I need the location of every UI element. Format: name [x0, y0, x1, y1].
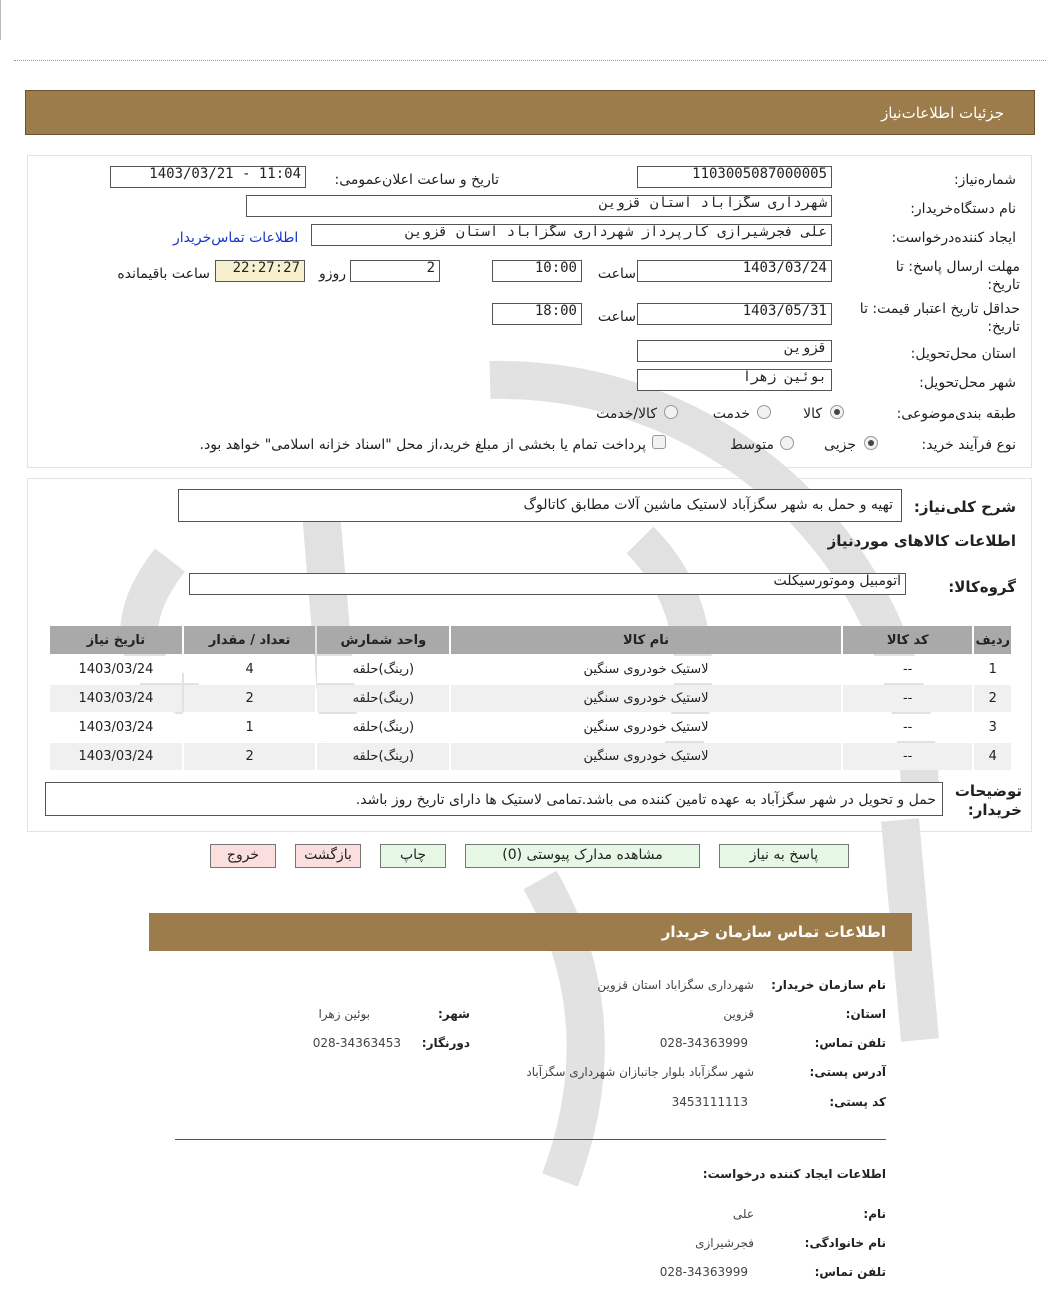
org-contact-title: اطلاعات تماس سازمان خریدار [661, 923, 886, 941]
col-code-header: کد کالا [843, 626, 973, 654]
item-code: -- [843, 656, 973, 683]
goods-group-label: گروه‌کالا: [948, 578, 1016, 596]
item-code: -- [843, 743, 973, 770]
item-need-date: 1403/03/24 [50, 743, 182, 770]
days-remaining-field: 2 [350, 260, 440, 282]
org-fax-value: 028-34363453 [312, 1036, 401, 1050]
category-goods-service-radio[interactable] [664, 405, 678, 419]
page-title: جزئیات اطلاعات‌نیاز [881, 104, 1004, 122]
left-edge-rule [0, 0, 1, 40]
item-name: لاستیک خودروی سنگین [451, 656, 841, 683]
creator-field: علی فجرشیرازی کارپرداز شهرداری سگزاباد استان قزوین [311, 224, 832, 246]
item-unit: (رینگ)حلقه [317, 656, 449, 683]
need-number-label: شماره‌نیاز: [953, 172, 1016, 188]
org-city-label: شهر: [438, 1007, 470, 1021]
deadline-time-label: ساعت [597, 266, 636, 282]
goods-table [48, 624, 1013, 772]
city-label: شهر محل‌تحویل: [919, 375, 1016, 391]
col-row-header: ردیف [974, 626, 1011, 654]
table-row [50, 714, 1011, 741]
province-label: استان محل‌تحویل: [910, 346, 1016, 362]
org-name-value: شهرداری سگزاباد استان قزوین [597, 978, 754, 992]
item-quantity: 1 [184, 714, 316, 741]
item-name: لاستیک خودروی سنگین [451, 714, 841, 741]
item-unit: (رینگ)حلقه [317, 685, 449, 712]
requester-title: اطلاعات ایجاد کننده درخواست: [702, 1167, 886, 1181]
validity-time-label: ساعت [597, 309, 636, 325]
goods-group-field: اتومبیل وموتورسیکلت [189, 573, 906, 595]
process-minor-label: جزیی [824, 437, 856, 453]
org-fax-label: دورنگار: [421, 1036, 470, 1050]
row-number: 4 [974, 743, 1011, 770]
announce-date-label: تاریخ و ساعت اعلان‌عمومی: [334, 172, 499, 188]
item-quantity: 4 [184, 656, 316, 683]
creator-label: ایجاد کننده‌درخواست: [891, 230, 1016, 246]
treasury-payment-label: پرداخت تمام یا بخشی از مبلغ خرید،از محل "اسناد خزانه اسلامی" خواهد بود. [199, 437, 646, 453]
item-name: لاستیک خودروی سنگین [451, 685, 841, 712]
requester-phone-label: تلفن تماس: [814, 1265, 886, 1279]
org-address-value: شهر سگزآباد بلوار جانبازان شهرداری سگزآباد [526, 1065, 754, 1079]
org-contact-header [149, 913, 912, 951]
need-description-label: شرح کلی‌نیاز: [913, 498, 1016, 516]
print-button[interactable]: چاپ [380, 844, 446, 868]
col-date-header: تاریخ نیاز [50, 626, 182, 654]
top-dotted-divider [14, 60, 1046, 61]
requester-name-label: نام: [863, 1207, 886, 1221]
attachments-button[interactable]: مشاهده مدارک پیوستی (0) [465, 844, 700, 868]
validity-date-field: 1403/05/31 [637, 303, 832, 325]
table-row [50, 685, 1011, 712]
requester-phone-value: 028-34363999 [659, 1265, 748, 1279]
buyer-contact-link[interactable]: اطلاعات تماس‌خریدار [173, 230, 299, 246]
page-header [25, 90, 1035, 135]
process-medium-label: متوسط [730, 437, 774, 453]
process-medium-radio[interactable] [780, 436, 794, 450]
item-code: -- [843, 714, 973, 741]
buyer-org-field: شهرداری سگزاباد استان قزوین [246, 195, 832, 217]
deadline-label: مهلت ارسال پاسخ: تا تاریخ: [895, 259, 1020, 293]
deadline-time-field: 10:00 [492, 260, 582, 282]
reply-button[interactable]: پاسخ به نیاز [719, 844, 849, 868]
process-minor-radio[interactable] [864, 436, 878, 450]
validity-time-field: 18:00 [492, 303, 582, 325]
category-service-label: خدمت [712, 406, 750, 422]
treasury-payment-checkbox[interactable] [652, 435, 666, 449]
org-phone-value: 028-34363999 [659, 1036, 748, 1050]
remaining-time-field: 22:27:27 [215, 260, 305, 282]
category-service-radio[interactable] [757, 405, 771, 419]
buyer-org-label: نام دستگاه‌خریدار: [910, 201, 1016, 217]
category-goods-radio[interactable] [830, 405, 844, 419]
row-number: 2 [974, 685, 1011, 712]
need-number-field: 1103005087000005 [637, 166, 832, 188]
province-field: قزوین [637, 340, 832, 362]
buyer-notes-label: توضیحات خریدار: [954, 782, 1022, 819]
col-unit-header: واحد شمارش [317, 626, 449, 654]
requester-name-value: علی [732, 1207, 754, 1221]
item-need-date: 1403/03/24 [50, 656, 182, 683]
item-need-date: 1403/03/24 [50, 714, 182, 741]
col-name-header: نام کالا [451, 626, 841, 654]
row-number: 1 [974, 656, 1011, 683]
goods-info-title: اطلاعات کالاهای موردنیاز [827, 532, 1016, 550]
table-row [50, 656, 1011, 683]
remaining-time-label: ساعت باقیمانده [117, 266, 210, 282]
validity-label: حداقل تاریخ اعتبار قیمت: تا تاریخ: [859, 301, 1020, 335]
section-divider [175, 1139, 886, 1140]
org-postal-value: 3453111113 [671, 1095, 748, 1109]
exit-button[interactable]: خروج [210, 844, 276, 868]
org-city-value: بوئین زهرا [318, 1007, 370, 1021]
category-label: طبقه بندی‌موضوعی: [896, 406, 1016, 422]
deadline-date-field: 1403/03/24 [637, 260, 832, 282]
category-goods-label: کالا [803, 406, 822, 422]
item-unit: (رینگ)حلقه [317, 743, 449, 770]
city-field: بوئین زهرا [637, 369, 832, 391]
back-button[interactable]: بازگشت [295, 844, 361, 868]
announce-date-field: 1403/03/21 - 11:04 [110, 166, 306, 188]
org-name-label: نام سازمان خریدار: [771, 978, 886, 992]
need-description-field: تهیه و حمل به شهر سگزآباد لاستیک ماشین آلات مطابق کاتالوگ [178, 489, 902, 522]
item-code: -- [843, 685, 973, 712]
org-postal-label: کد پستی: [829, 1095, 886, 1109]
buyer-notes-field: حمل و تحویل در شهر سگزآباد به عهده تامین کننده می باشد.تمامی لاستیک ها دارای تاریخ روز باشد. [45, 782, 943, 816]
row-number: 3 [974, 714, 1011, 741]
table-row [50, 743, 1011, 770]
days-label: روزو [318, 266, 346, 282]
org-phone-label: تلفن تماس: [814, 1036, 886, 1050]
org-province-label: استان: [845, 1007, 886, 1021]
org-province-value: قزوین [723, 1007, 754, 1021]
requester-family-value: فجرشیرازی [695, 1236, 754, 1250]
requester-family-label: نام خانوادگی: [804, 1236, 886, 1250]
category-goods-service-label: کالا/خدمت [596, 406, 657, 422]
org-address-label: آدرس پستی: [809, 1065, 886, 1079]
goods-table-header [50, 626, 1011, 654]
item-unit: (رینگ)حلقه [317, 714, 449, 741]
process-label: نوع فرآیند خرید: [921, 437, 1016, 453]
item-quantity: 2 [184, 743, 316, 770]
item-need-date: 1403/03/24 [50, 685, 182, 712]
item-name: لاستیک خودروی سنگین [451, 743, 841, 770]
item-quantity: 2 [184, 685, 316, 712]
col-qty-header: تعداد / مقدار [184, 626, 316, 654]
